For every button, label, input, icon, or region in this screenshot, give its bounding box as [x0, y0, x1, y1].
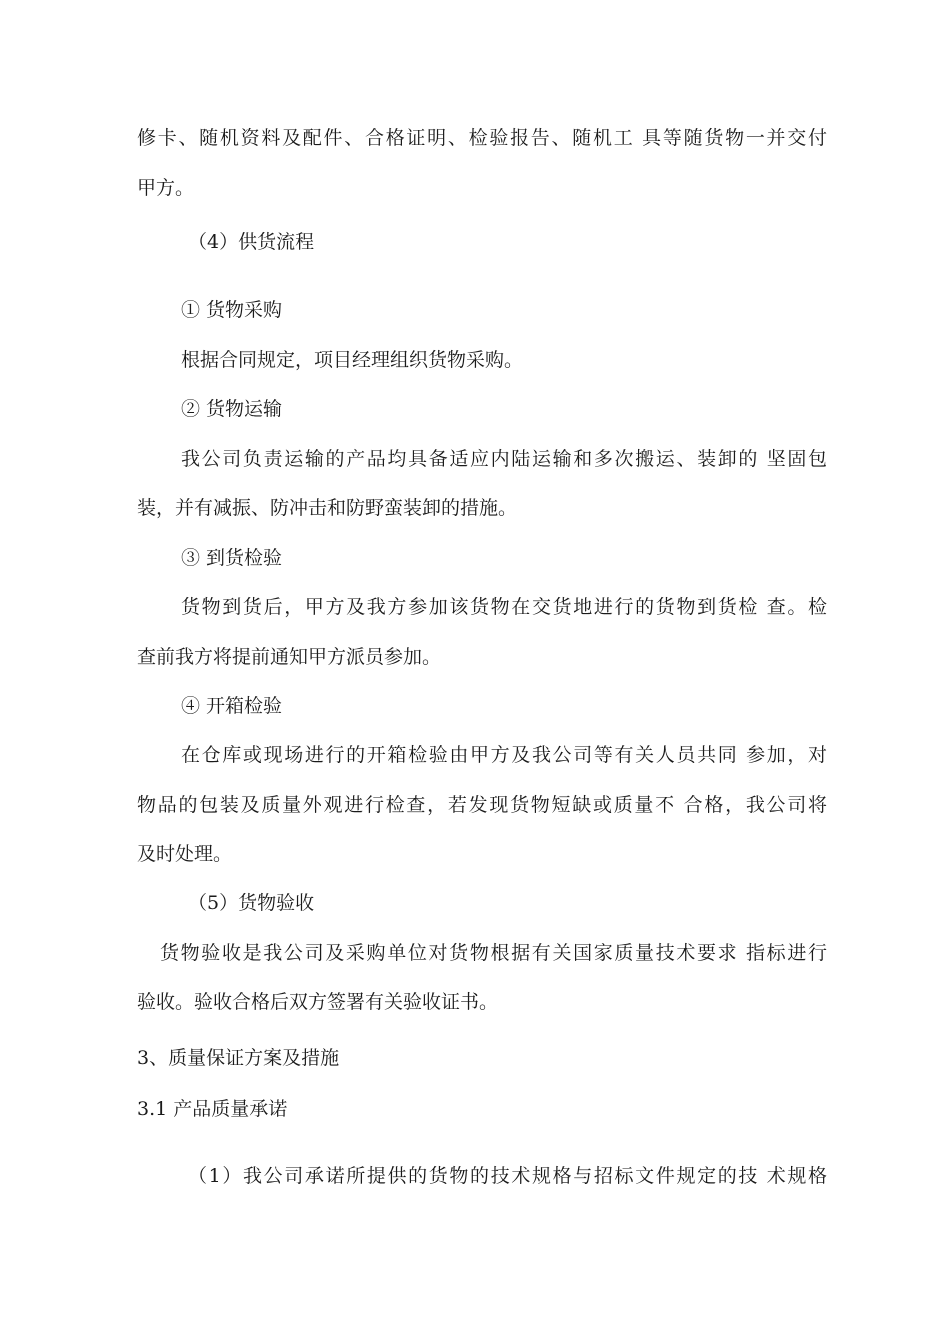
paragraph-line: 根据合同规定，项目经理组织货物采购。 [181, 349, 524, 371]
paragraph-line: 查前我方将提前通知甲方派员参加。 [137, 646, 442, 668]
section-heading: （5）货物验收 [188, 892, 315, 914]
step-heading: ① 货物采购 [181, 299, 283, 321]
paragraph-line: 甲方。 [137, 177, 195, 199]
paragraph-line: 物品的包装及质量外观进行检查，若发现货物短缺或质量不 合格，我公司将 [137, 794, 827, 816]
paragraph-line: 装，并有减振、防冲击和防野蛮装卸的措施。 [137, 497, 518, 519]
paragraph-line: 在仓库或现场进行的开箱检验由甲方及我公司等有关人员共同 参加，对 [181, 744, 827, 766]
paragraph-line: （1）我公司承诺所提供的货物的技术规格与招标文件规定的技 术规格 [188, 1165, 827, 1187]
step-heading: ③ 到货检验 [181, 547, 283, 569]
paragraph-line: 货物验收是我公司及采购单位对货物根据有关国家质量技术要求 指标进行 [160, 942, 827, 964]
step-heading: ② 货物运输 [181, 398, 283, 420]
section-heading: （4）供货流程 [188, 231, 315, 253]
chapter-heading: 3、质量保证方案及措施 [137, 1047, 340, 1069]
paragraph-line: 验收。验收合格后双方签署有关验收证书。 [137, 991, 499, 1013]
paragraph-line: 货物到货后，甲方及我方参加该货物在交货地进行的货物到货检 查。检 [181, 596, 827, 618]
paragraph-line: 及时处理。 [137, 843, 233, 865]
paragraph-line: 我公司负责运输的产品均具备适应内陆运输和多次搬运、装卸的 坚固包 [181, 448, 827, 470]
step-heading: ④ 开箱检验 [181, 695, 283, 717]
paragraph-line: 修卡、随机资料及配件、合格证明、检验报告、随机工 具等随货物一并交付 [137, 127, 827, 149]
subsection-heading: 3.1 产品质量承诺 [137, 1098, 288, 1120]
